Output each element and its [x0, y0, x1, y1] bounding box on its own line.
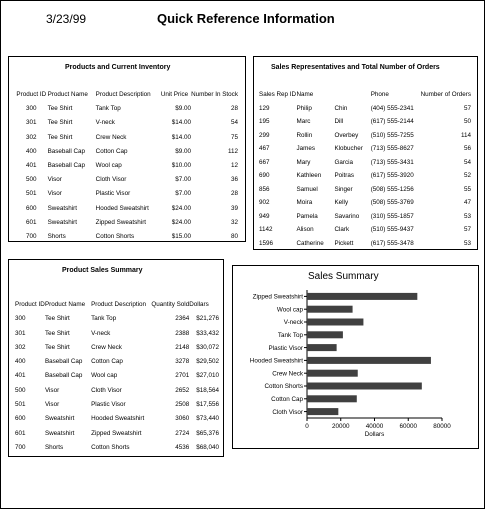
col-summary-product-id: Product ID — [15, 301, 45, 308]
quantity-sold-cell: 3278 — [175, 358, 190, 366]
table-row — [259, 112, 471, 126]
inventory-table — [15, 83, 238, 240]
rep-id-cell: 195 — [259, 118, 270, 125]
summary-product-description-cell: Tank Top — [91, 315, 117, 323]
col-product-name: Product Name — [47, 91, 88, 98]
table-row — [15, 226, 238, 240]
dollars-cell: $33,432 — [196, 329, 219, 337]
rep-orders-cell: 54 — [463, 158, 471, 166]
table-row — [15, 437, 219, 451]
product-id-cell: 600 — [26, 204, 37, 212]
inventory-panel — [8, 56, 246, 242]
report-title: Quick Reference Information — [157, 11, 335, 26]
table-row — [259, 139, 471, 153]
unit-price-cell: $10.00 — [171, 161, 192, 169]
product-id-cell: 300 — [26, 105, 37, 113]
sales-chart-panel — [232, 265, 479, 449]
quantity-sold-cell: 4536 — [175, 443, 190, 451]
x-tick-label: 40000 — [365, 423, 384, 430]
rep-first-name: Marc — [296, 118, 311, 125]
table-row — [15, 351, 219, 365]
stock-cell: 32 — [230, 218, 238, 226]
summary-product-name-cell: Visor — [44, 386, 60, 394]
rep-phone-cell: (510) 555-7255 — [370, 131, 414, 139]
y-tick-label: Tank Top — [277, 332, 303, 339]
dollars-cell: $65,376 — [196, 429, 219, 437]
rep-name-cell — [296, 139, 370, 153]
product-name-cell: Sweatshirt — [47, 204, 77, 212]
sales-summary-header-row — [15, 293, 219, 308]
x-tick-label: 20000 — [331, 423, 350, 430]
product-description-cell: Cloth Visor — [95, 176, 127, 184]
product-name-cell: Visor — [47, 190, 62, 198]
product-name-cell: Shorts — [47, 232, 66, 240]
unit-price-cell: $9.00 — [175, 147, 192, 155]
chart-bar — [307, 357, 431, 364]
rep-orders-cell: 47 — [463, 199, 471, 206]
report-date: 3/23/99 — [46, 12, 87, 26]
summary-product-id-cell: 601 — [15, 429, 26, 437]
product-description-cell: Plastic Visor — [95, 190, 131, 198]
quantity-sold-cell: 2724 — [175, 429, 190, 437]
rep-first-name: Rollin — [296, 131, 313, 139]
col-dollars: Dollars — [189, 301, 209, 308]
table-row — [15, 141, 238, 155]
rep-orders-cell: 56 — [463, 145, 471, 152]
summary-product-name-cell: Sweatshirt — [44, 429, 75, 437]
rep-first-name: Pamela — [296, 212, 318, 220]
quantity-sold-cell: 2701 — [175, 372, 190, 380]
product-id-cell: 601 — [26, 218, 37, 226]
inventory-title: Products and Current Inventory — [65, 64, 171, 71]
summary-product-id-cell: 400 — [15, 358, 26, 366]
table-row — [15, 169, 238, 183]
col-summary-product-description: Product Description — [91, 301, 147, 308]
rep-phone-cell: (617) 555-3920 — [370, 172, 414, 179]
summary-product-description-cell: Crew Neck — [91, 343, 122, 351]
unit-price-cell: $9.00 — [175, 105, 192, 113]
col-number-in-stock: Number In Stock — [191, 91, 238, 98]
table-row — [15, 365, 219, 379]
product-id-cell: 301 — [26, 119, 37, 127]
unit-price-cell: $14.00 — [171, 133, 192, 141]
quantity-sold-cell: 2388 — [175, 329, 190, 337]
dollars-cell: $17,556 — [196, 401, 219, 409]
rep-first-name: Kathleen — [296, 172, 322, 179]
y-tick-label: Plastic Visor — [268, 344, 303, 352]
rep-id-cell: 299 — [259, 131, 270, 139]
rep-phone-cell: (310) 555-1857 — [370, 212, 414, 220]
rep-orders-cell: 114 — [460, 131, 471, 139]
rep-first-name: Catherine — [296, 239, 324, 247]
rep-id-cell: 949 — [259, 212, 270, 220]
table-row — [259, 179, 471, 193]
chart-bar — [307, 395, 357, 402]
col-product-description: Product Description — [95, 91, 151, 98]
col-quantity-sold: Quantity Sold — [151, 301, 190, 308]
product-name-cell: Visor — [47, 176, 62, 184]
x-tick-label: 80000 — [433, 423, 451, 430]
product-name-cell: Tee Shirt — [47, 119, 73, 127]
rep-phone-cell: (508) 555-3769 — [370, 199, 414, 206]
chart-bar — [307, 408, 338, 415]
chart-bar — [307, 331, 343, 338]
sales-reps-title: Sales Representatives and Total Number of Orders — [271, 64, 440, 71]
x-axis-label: Dollars — [364, 431, 385, 438]
chart-bar — [307, 370, 358, 377]
summary-product-id-cell: 500 — [15, 386, 26, 394]
dollars-cell: $68,040 — [196, 443, 219, 451]
dollars-cell: $18,564 — [196, 386, 219, 394]
y-tick-label: V-neck — [283, 319, 303, 327]
sales-reps-header-row — [259, 83, 471, 98]
unit-price-cell: $24.00 — [171, 204, 192, 212]
stock-cell: 28 — [230, 105, 238, 113]
stock-cell: 36 — [230, 176, 238, 184]
rep-first-name: Mary — [296, 158, 311, 166]
table-row — [259, 152, 471, 166]
rep-phone-cell: (713) 555-3431 — [370, 158, 414, 166]
table-row — [15, 308, 219, 322]
rep-id-cell: 667 — [259, 158, 270, 166]
table-row — [15, 212, 238, 226]
rep-orders-cell: 53 — [463, 239, 471, 247]
table-row — [15, 155, 238, 169]
rep-id-cell: 902 — [259, 199, 270, 206]
summary-product-description-cell: Wool cap — [91, 372, 118, 380]
summary-product-name-cell: Shorts — [44, 443, 64, 451]
inventory-rows — [15, 98, 238, 240]
chart-bar — [307, 383, 422, 390]
rep-phone-cell: (617) 555-2144 — [370, 118, 414, 125]
rep-first-name: James — [296, 145, 315, 152]
rep-name-cell — [296, 206, 370, 220]
product-description-cell: Zipped Sweatshirt — [95, 218, 147, 226]
sales-bar-chart — [233, 266, 478, 448]
product-id-cell: 700 — [26, 232, 37, 240]
sales-summary-rows — [15, 308, 219, 451]
chart-bar — [307, 293, 417, 300]
x-tick-label: 60000 — [399, 423, 418, 430]
summary-product-name-cell: Baseball Cap — [44, 358, 83, 366]
quantity-sold-cell: 2652 — [175, 386, 190, 394]
table-row — [15, 337, 219, 351]
rep-name-cell — [296, 166, 370, 180]
rep-last-name: Pickett — [334, 239, 354, 247]
table-row — [15, 98, 238, 112]
table-row — [259, 166, 471, 180]
rep-phone-cell: (508) 555-1256 — [370, 185, 414, 193]
rep-name-cell — [296, 152, 370, 166]
y-tick-label: Cloth Visor — [272, 408, 303, 416]
chart-title: Sales Summary — [308, 271, 379, 282]
product-name-cell: Sweatshirt — [47, 218, 77, 226]
dollars-cell: $27,010 — [196, 372, 219, 380]
rep-last-name: Garcia — [334, 158, 353, 166]
y-tick-label: Crew Neck — [272, 370, 303, 378]
summary-product-id-cell: 302 — [15, 343, 26, 351]
summary-product-id-cell: 300 — [15, 315, 26, 323]
stock-cell: 80 — [230, 232, 238, 240]
product-id-cell: 302 — [26, 133, 37, 141]
rep-orders-cell: 55 — [463, 185, 471, 193]
product-description-cell: Wool cap — [95, 161, 122, 169]
summary-product-id-cell: 401 — [15, 372, 26, 380]
summary-product-name-cell: Visor — [44, 401, 60, 409]
summary-product-description-cell: Cloth Visor — [91, 386, 122, 394]
table-row — [259, 220, 471, 234]
rep-name-cell — [296, 179, 370, 193]
rep-last-name: Kelly — [334, 199, 349, 206]
summary-product-name-cell: Tee Shirt — [44, 315, 70, 323]
table-row — [259, 233, 471, 247]
product-description-cell: V-neck — [95, 119, 115, 127]
product-description-cell: Cotton Shorts — [95, 232, 135, 240]
rep-last-name: Singer — [334, 185, 353, 193]
rep-first-name: Samuel — [296, 185, 318, 193]
summary-product-id-cell: 501 — [15, 401, 26, 409]
rep-name-cell — [296, 233, 370, 247]
col-number-of-orders: Number of Orders — [420, 91, 471, 98]
stock-cell: 75 — [230, 133, 238, 141]
product-name-cell: Tee Shirt — [47, 105, 73, 113]
rep-id-cell: 1596 — [259, 239, 274, 247]
quantity-sold-cell: 2148 — [175, 343, 190, 351]
rep-first-name: Alison — [296, 226, 314, 233]
rep-name-cell — [296, 193, 370, 207]
product-description-cell: Crew Neck — [95, 133, 127, 141]
col-summary-product-name: Product Name — [44, 301, 86, 308]
col-sales-rep-id: Sales Rep ID — [259, 91, 297, 98]
table-row — [15, 126, 238, 140]
y-tick-label: Cotton Shorts — [264, 383, 303, 391]
rep-id-cell: 690 — [259, 172, 270, 179]
y-tick-label: Cotton Cap — [271, 396, 303, 403]
rep-id-cell: 129 — [259, 104, 270, 112]
dollars-cell: $30,072 — [196, 343, 219, 351]
rep-orders-cell: 53 — [463, 212, 471, 220]
table-row — [15, 112, 238, 126]
quantity-sold-cell: 2364 — [175, 315, 190, 323]
table-row — [15, 183, 238, 197]
rep-name-cell — [296, 125, 370, 139]
product-description-cell: Hooded Sweatshirt — [95, 204, 149, 212]
unit-price-cell: $15.00 — [171, 232, 192, 240]
rep-last-name: Clark — [334, 226, 350, 233]
sales-summary-title: Product Sales Summary — [62, 267, 143, 274]
y-tick-label: Hooded Sweatshirt — [249, 357, 303, 365]
rep-id-cell: 1142 — [259, 226, 273, 233]
rep-id-cell: 856 — [259, 185, 270, 193]
quantity-sold-cell: 2508 — [175, 401, 190, 409]
stock-cell: 12 — [230, 161, 238, 169]
sales-reps-table — [259, 83, 471, 247]
stock-cell: 28 — [230, 190, 238, 198]
rep-last-name: Klobucher — [334, 145, 363, 152]
stock-cell: 112 — [227, 147, 238, 155]
table-row — [15, 408, 219, 422]
product-name-cell: Baseball Cap — [47, 161, 86, 169]
rep-phone-cell: (510) 555-9437 — [370, 226, 414, 233]
rep-id-cell: 467 — [259, 145, 270, 152]
table-row — [259, 98, 471, 112]
rep-last-name: Dill — [334, 118, 344, 125]
summary-product-description-cell: V-neck — [91, 329, 111, 337]
inventory-header-row — [15, 83, 238, 98]
rep-last-name: Chin — [334, 104, 348, 112]
table-row — [259, 193, 471, 207]
x-tick-label: 0 — [305, 423, 309, 430]
chart-bar — [307, 306, 353, 313]
rep-phone-cell: (404) 555-2341 — [370, 104, 414, 112]
rep-name-cell — [296, 112, 370, 126]
sales-reps-panel — [253, 56, 478, 250]
table-row — [15, 379, 219, 393]
unit-price-cell: $7.00 — [175, 190, 192, 198]
unit-price-cell: $14.00 — [171, 119, 192, 127]
stock-cell: 54 — [230, 119, 238, 127]
summary-product-description-cell: Zipped Sweatshirt — [91, 429, 142, 437]
summary-product-name-cell: Sweatshirt — [44, 415, 75, 423]
table-row — [259, 125, 471, 139]
col-rep-name: Name — [296, 91, 314, 98]
table-row — [259, 206, 471, 220]
table-row — [15, 394, 219, 408]
rep-last-name: Poitras — [334, 172, 355, 179]
product-name-cell: Tee Shirt — [47, 133, 73, 141]
dollars-cell: $73,440 — [196, 415, 219, 423]
rep-orders-cell: 57 — [463, 104, 471, 112]
product-id-cell: 501 — [26, 190, 37, 198]
stock-cell: 39 — [230, 204, 238, 212]
col-unit-price: Unit Price — [160, 91, 189, 98]
table-row — [15, 322, 219, 336]
rep-name-cell — [296, 98, 370, 112]
summary-product-id-cell: 700 — [15, 443, 26, 451]
summary-product-id-cell: 600 — [15, 415, 26, 423]
col-rep-phone: Phone — [370, 91, 389, 98]
y-tick-label: Zipped Sweatshirt — [252, 293, 303, 301]
summary-product-description-cell: Cotton Shorts — [91, 443, 130, 451]
chart-bar — [307, 344, 337, 351]
product-id-cell: 401 — [26, 161, 37, 169]
rep-first-name: Philip — [296, 104, 312, 112]
sales-reps-rows — [259, 98, 471, 247]
col-product-id: Product ID — [16, 91, 47, 98]
rep-phone-cell: (713) 555-8627 — [370, 145, 414, 152]
unit-price-cell: $7.00 — [175, 176, 192, 184]
rep-phone-cell: (617) 555-3478 — [370, 239, 414, 247]
sales-summary-table — [15, 293, 219, 451]
sales-summary-panel — [8, 259, 224, 457]
product-description-cell: Tank Top — [95, 105, 121, 113]
summary-product-name-cell: Baseball Cap — [44, 372, 83, 380]
unit-price-cell: $24.00 — [171, 218, 192, 226]
quantity-sold-cell: 3060 — [175, 415, 190, 423]
product-description-cell: Cotton Cap — [95, 147, 128, 155]
rep-first-name: Moira — [296, 199, 313, 206]
product-id-cell: 500 — [26, 176, 37, 184]
summary-product-name-cell: Tee Shirt — [44, 343, 70, 351]
table-row — [15, 422, 219, 436]
rep-orders-cell: 52 — [463, 172, 471, 179]
product-id-cell: 400 — [26, 147, 37, 155]
summary-product-description-cell: Plastic Visor — [91, 401, 126, 409]
table-row — [15, 197, 238, 211]
y-tick-label: Wool cap — [276, 306, 303, 314]
summary-product-id-cell: 301 — [15, 329, 26, 337]
summary-product-description-cell: Hooded Sweatshirt — [91, 415, 145, 423]
dollars-cell: $21,276 — [196, 315, 219, 323]
dollars-cell: $29,502 — [196, 358, 219, 366]
rep-orders-cell: 50 — [463, 118, 471, 125]
summary-product-description-cell: Cotton Cap — [91, 358, 123, 366]
summary-product-name-cell: Tee Shirt — [44, 329, 70, 337]
rep-last-name: Overbey — [334, 131, 359, 139]
rep-name-cell — [296, 220, 370, 234]
rep-orders-cell: 57 — [463, 226, 471, 233]
chart-bar — [307, 319, 363, 326]
rep-last-name: Savarino — [334, 212, 360, 220]
product-name-cell: Baseball Cap — [47, 147, 86, 155]
